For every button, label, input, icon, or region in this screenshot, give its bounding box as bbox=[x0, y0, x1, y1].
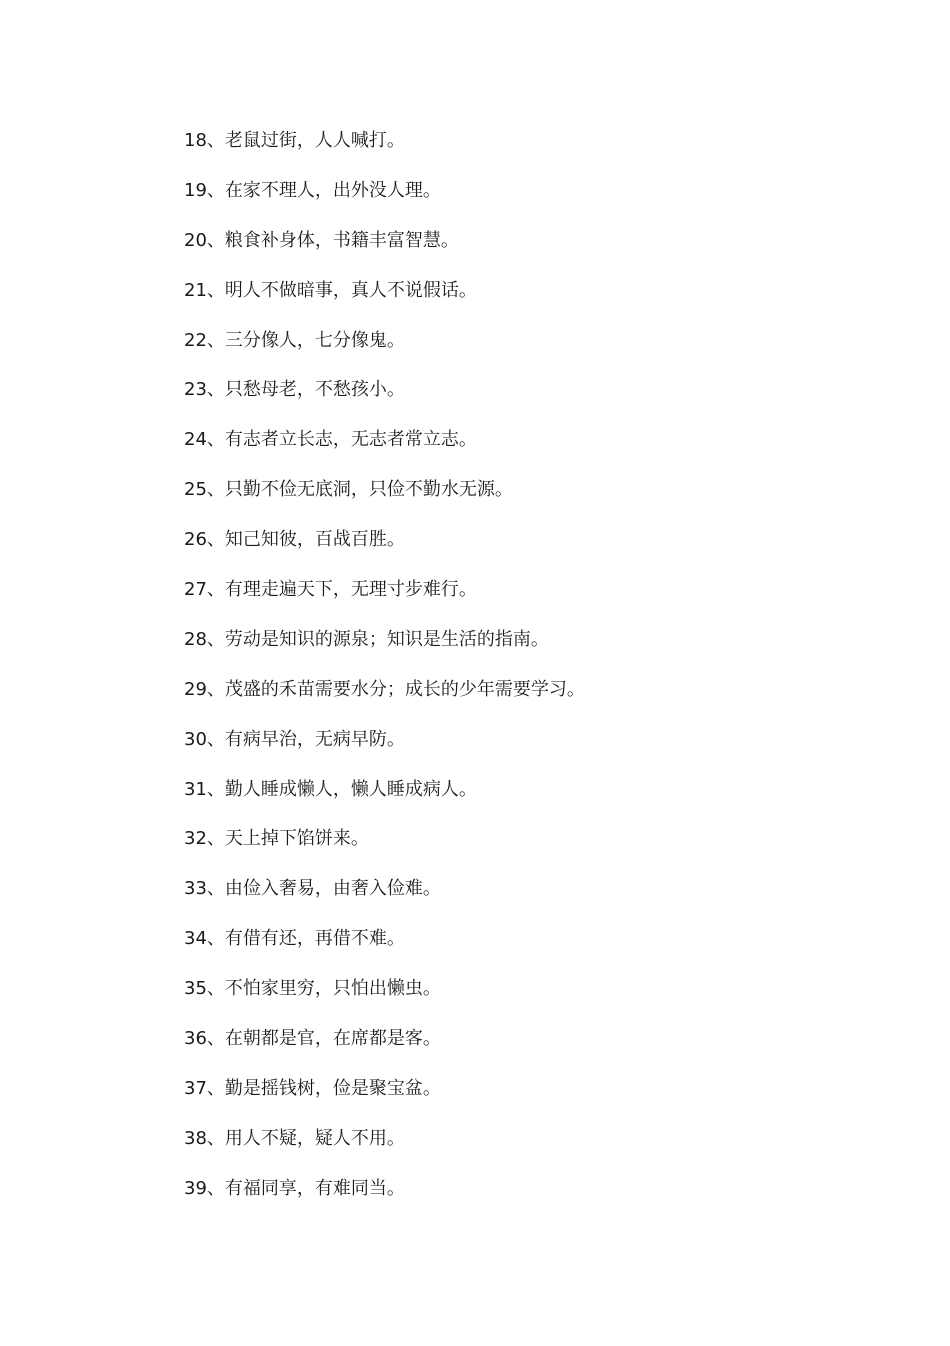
item-text: 、茂盛的禾苗需要水分；成长的少年需要学习。 bbox=[206, 678, 585, 700]
item-text: 、有福同享，有难同当。 bbox=[206, 1177, 405, 1199]
item-number: 30 bbox=[184, 728, 207, 750]
list-item bbox=[184, 1126, 585, 1176]
list-item bbox=[184, 178, 585, 228]
item-text: 、有志者立长志，无志者常立志。 bbox=[206, 429, 477, 451]
item-text: 、在家不理人，出外没人理。 bbox=[206, 179, 441, 201]
item-text: 、勤是摇钱树，俭是聚宝盆。 bbox=[206, 1077, 441, 1099]
item-text: 、用人不疑，疑人不用。 bbox=[206, 1127, 405, 1149]
item-text: 、明人不做暗事，真人不说假话。 bbox=[206, 279, 477, 301]
proverb-list bbox=[184, 128, 585, 1226]
list-item bbox=[184, 976, 585, 1026]
item-text: 、不怕家里穷，只怕出懒虫。 bbox=[206, 978, 441, 1000]
item-number: 18 bbox=[184, 130, 207, 151]
item-text: 、劳动是知识的源泉；知识是生活的指南。 bbox=[206, 628, 549, 650]
item-number: 29 bbox=[184, 678, 207, 700]
item-number: 26 bbox=[184, 529, 207, 551]
item-text: 、粮食补身体，书籍丰富智慧。 bbox=[206, 229, 459, 251]
item-number: 31 bbox=[184, 778, 207, 800]
item-number: 33 bbox=[184, 878, 207, 900]
list-item bbox=[184, 1176, 585, 1226]
item-text: 、老鼠过街，人人喊打。 bbox=[206, 130, 405, 151]
item-text: 、三分像人，七分像鬼。 bbox=[206, 329, 405, 351]
item-text: 、勤人睡成懒人，懒人睡成病人。 bbox=[206, 778, 477, 800]
item-text: 、在朝都是官，在席都是客。 bbox=[206, 1028, 441, 1050]
item-number: 32 bbox=[184, 828, 207, 850]
item-number: 37 bbox=[184, 1077, 207, 1099]
item-text: 、有病早治，无病早防。 bbox=[206, 728, 405, 750]
list-item bbox=[184, 328, 585, 378]
item-number: 21 bbox=[184, 279, 207, 301]
item-number: 19 bbox=[184, 179, 207, 201]
item-text: 、有借有还，再借不难。 bbox=[206, 928, 405, 950]
item-number: 22 bbox=[184, 329, 207, 351]
item-text: 、只勤不俭无底洞，只俭不勤水无源。 bbox=[206, 479, 513, 501]
list-item bbox=[184, 577, 585, 627]
item-number: 28 bbox=[184, 628, 207, 650]
item-number: 34 bbox=[184, 928, 207, 950]
list-item bbox=[184, 477, 585, 527]
item-text: 、天上掉下馅饼来。 bbox=[206, 828, 369, 850]
item-number: 27 bbox=[184, 579, 207, 601]
list-item bbox=[184, 1026, 585, 1076]
list-item bbox=[184, 727, 585, 777]
list-item bbox=[184, 377, 585, 427]
list-item bbox=[184, 926, 585, 976]
item-number: 35 bbox=[184, 978, 207, 1000]
list-item bbox=[184, 228, 585, 278]
item-number: 23 bbox=[184, 379, 207, 401]
item-number: 36 bbox=[184, 1028, 207, 1050]
item-number: 39 bbox=[184, 1177, 207, 1199]
list-item bbox=[184, 777, 585, 827]
item-text: 、有理走遍天下，无理寸步难行。 bbox=[206, 579, 477, 601]
list-item bbox=[184, 826, 585, 876]
item-number: 25 bbox=[184, 479, 207, 501]
list-item bbox=[184, 527, 585, 577]
list-item bbox=[184, 128, 585, 178]
item-number: 38 bbox=[184, 1127, 207, 1149]
item-number: 24 bbox=[184, 429, 207, 451]
item-text: 、只愁母老，不愁孩小。 bbox=[206, 379, 405, 401]
item-text: 、知己知彼，百战百胜。 bbox=[206, 529, 405, 551]
list-item bbox=[184, 278, 585, 328]
list-item bbox=[184, 1076, 585, 1126]
item-number: 20 bbox=[184, 229, 207, 251]
list-item bbox=[184, 627, 585, 677]
list-item bbox=[184, 427, 585, 477]
list-item bbox=[184, 677, 585, 727]
item-text: 、由俭入奢易，由奢入俭难。 bbox=[206, 878, 441, 900]
list-item bbox=[184, 876, 585, 926]
